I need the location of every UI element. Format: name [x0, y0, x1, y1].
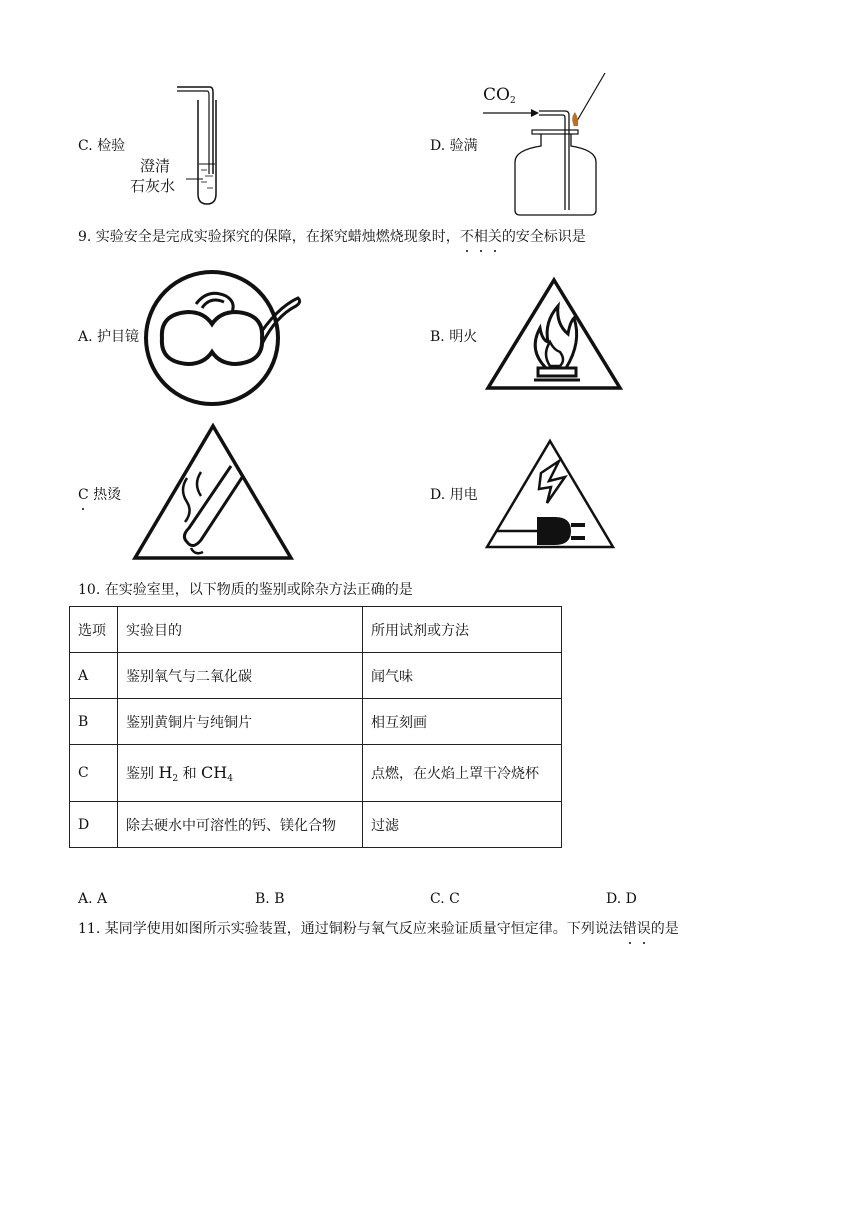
answer-option-a: A. A: [78, 891, 108, 907]
option-d-label: D. 验满: [430, 138, 478, 154]
table-row: [70, 699, 562, 745]
table-cell-option: D: [70, 802, 118, 848]
open-flame-icon: [484, 276, 624, 392]
limewater-label-line2: 石灰水: [130, 177, 176, 195]
table-cell-method: 闻气味: [363, 653, 562, 699]
table-row: [70, 745, 562, 802]
table-cell-purpose: 鉴别黄铜片与纯铜片: [118, 699, 363, 745]
answer-option-b: B. B: [255, 891, 285, 907]
q11-stem: 11. 某同学使用如图所示实验装置，通过铜粉与氧气反应来验证质量守恒定律。下列说法错误的是: [78, 921, 679, 937]
table-cell-option: A: [70, 653, 118, 699]
option-d-electric-label: D. 用电: [430, 487, 478, 503]
table-header: 所用试剂或方法: [363, 607, 562, 653]
electricity-icon: [483, 437, 617, 551]
table-row: [70, 802, 562, 848]
q10-table: [69, 606, 562, 848]
answer-option-d: D. D: [606, 891, 637, 907]
table-cell-method: 相互刻画: [363, 699, 562, 745]
option-a-label: A. 护目镜: [78, 329, 140, 345]
table-cell-option: C: [70, 745, 118, 802]
table-cell-method: 点燃，在火焰上罩干冷烧杯: [363, 745, 562, 802]
table-cell-option: B: [70, 699, 118, 745]
gas-collection-bottle-diagram: [483, 70, 613, 218]
q10-stem: 10. 在实验室里，以下物质的鉴别或除杂方法正确的是: [78, 582, 413, 598]
co2-label: $CO_2$: [483, 85, 516, 106]
table-header-row: [70, 607, 562, 653]
table-cell-purpose: 除去硬水中可溶性的钙、镁化合物: [118, 802, 363, 848]
table-row: [70, 653, 562, 699]
hot-surface-icon: [131, 422, 295, 562]
option-c-label: C. 检验: [78, 138, 126, 154]
table-cell-purpose: 鉴别 $H_2$ 和 $CH_4$: [118, 745, 363, 802]
goggles-icon: [146, 272, 306, 410]
option-b-label: B. 明火: [430, 329, 478, 345]
table-header: 实验目的: [118, 607, 363, 653]
table-header: 选项: [70, 607, 118, 653]
table-cell-purpose: 鉴别氧气与二氧化碳: [118, 653, 363, 699]
option-c-hot-label: C 热烫: [78, 487, 122, 503]
answer-option-c: C. C: [430, 891, 460, 907]
q9-stem: 9. 实验安全是完成实验探究的保障，在探究蜡烛燃烧现象时，不相关的安全标识是: [78, 229, 586, 245]
table-cell-method: 过滤: [363, 802, 562, 848]
limewater-label-line1: 澄清: [140, 157, 171, 175]
